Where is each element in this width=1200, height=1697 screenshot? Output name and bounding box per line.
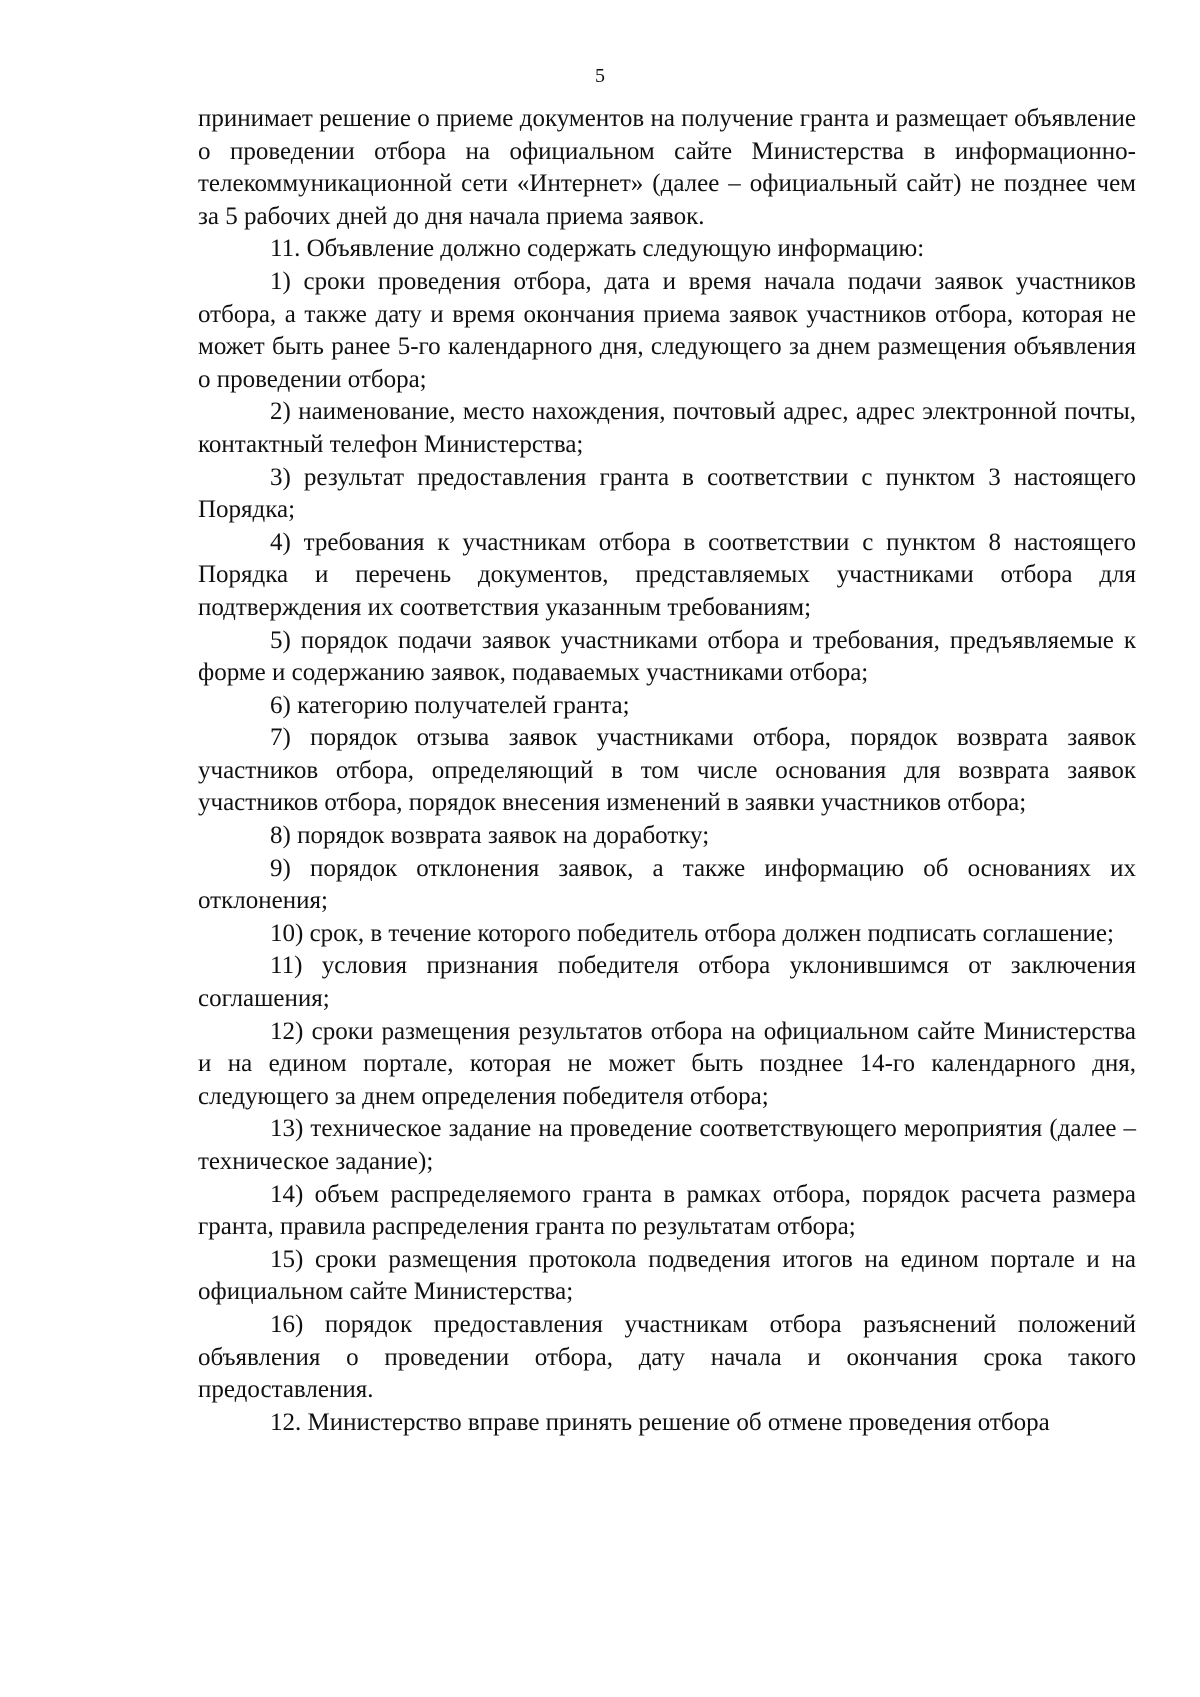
document-body <box>198 103 1136 1439</box>
paragraph-continuation: принимает решение о приеме документов на получение гранта и размещает объявление о проведении отбора на официальном сайте Министерства в информационно-телекоммуникационной сети «Интернет» (далее – официальный сайт) не позднее чем за 5 рабочих дней до дня начала приема заявок. <box>198 105 1136 230</box>
list-item-3: 3) результат предоставления гранта в соответствии с пунктом 3 настоящего Порядка; <box>198 463 1136 524</box>
paragraph-clause-12: 12. Министерство вправе принять решение об отмене проведения отбора <box>270 1408 1050 1436</box>
page-number: 5 <box>595 65 605 87</box>
list-item-4: 4) требования к участникам отбора в соответствии с пунктом 8 настоящего Порядка и перечень документов, представляемых участниками отбора для подтверждения их соответствия указанным требованиям; <box>198 528 1136 621</box>
list-item-9: 9) порядок отклонения заявок, а также информацию об основаниях их отклонения; <box>198 854 1136 915</box>
list-item-16: 16) порядок предоставления участникам отбора разъяснений положений объявления о проведении отбора, дату начала и окончания срока такого предоставления. <box>198 1310 1136 1404</box>
list-item-2: 2) наименование, место нахождения, почтовый адрес, адрес электронной почты, контактный телефон Министерства; <box>198 398 1136 458</box>
list-item-14: 14) объем распределяемого гранта в рамках отбора, порядок расчета размера гранта, правила распределения гранта по результатам отбора; <box>198 1180 1136 1241</box>
list-item-15: 15) сроки размещения протокола подведения итогов на едином портале и на официальном сайте Министерства; <box>198 1245 1136 1306</box>
list-item-10: 10) срок, в течение которого победитель отбора должен подписать соглашение; <box>270 919 1114 947</box>
list-item-12: 12) сроки размещения результатов отбора на официальном сайте Министерства и на едином портале, которая не может быть позднее 14-го календарного дня, следующего за днем определения победителя отбора; <box>198 1017 1136 1110</box>
list-item-1: 1) сроки проведения отбора, дата и время начала подачи заявок участников отбора, а также дату и время окончания приема заявок участников отбора, которая не может быть ранее 5-го календарного дня, следующего за днем размещения объявления о проведении отбора; <box>198 267 1136 393</box>
list-item-7: 7) порядок отзыва заявок участниками отбора, порядок возврата заявок участников отбора, определяющий в том числе основания для возврата заявок участников отбора, порядок внесения изменений в заявки участников отбора; <box>198 724 1136 817</box>
list-item-8: 8) порядок возврата заявок на доработку; <box>270 822 710 850</box>
list-item-5: 5) порядок подачи заявок участниками отбора и требования, предъявляемые к форме и содержанию заявок, подаваемых участниками отбора; <box>198 626 1136 687</box>
list-item-11: 11) условия признания победителя отбора уклонившимся от заключения соглашения; <box>198 952 1136 1013</box>
list-item-6: 6) категорию получателей гранта; <box>270 691 630 719</box>
paragraph-clause-11: 11. Объявление должно содержать следующую информацию: <box>270 235 925 263</box>
list-item-13: 13) техническое задание на проведение соответствующего мероприятия (далее – техническое задание); <box>198 1115 1136 1175</box>
